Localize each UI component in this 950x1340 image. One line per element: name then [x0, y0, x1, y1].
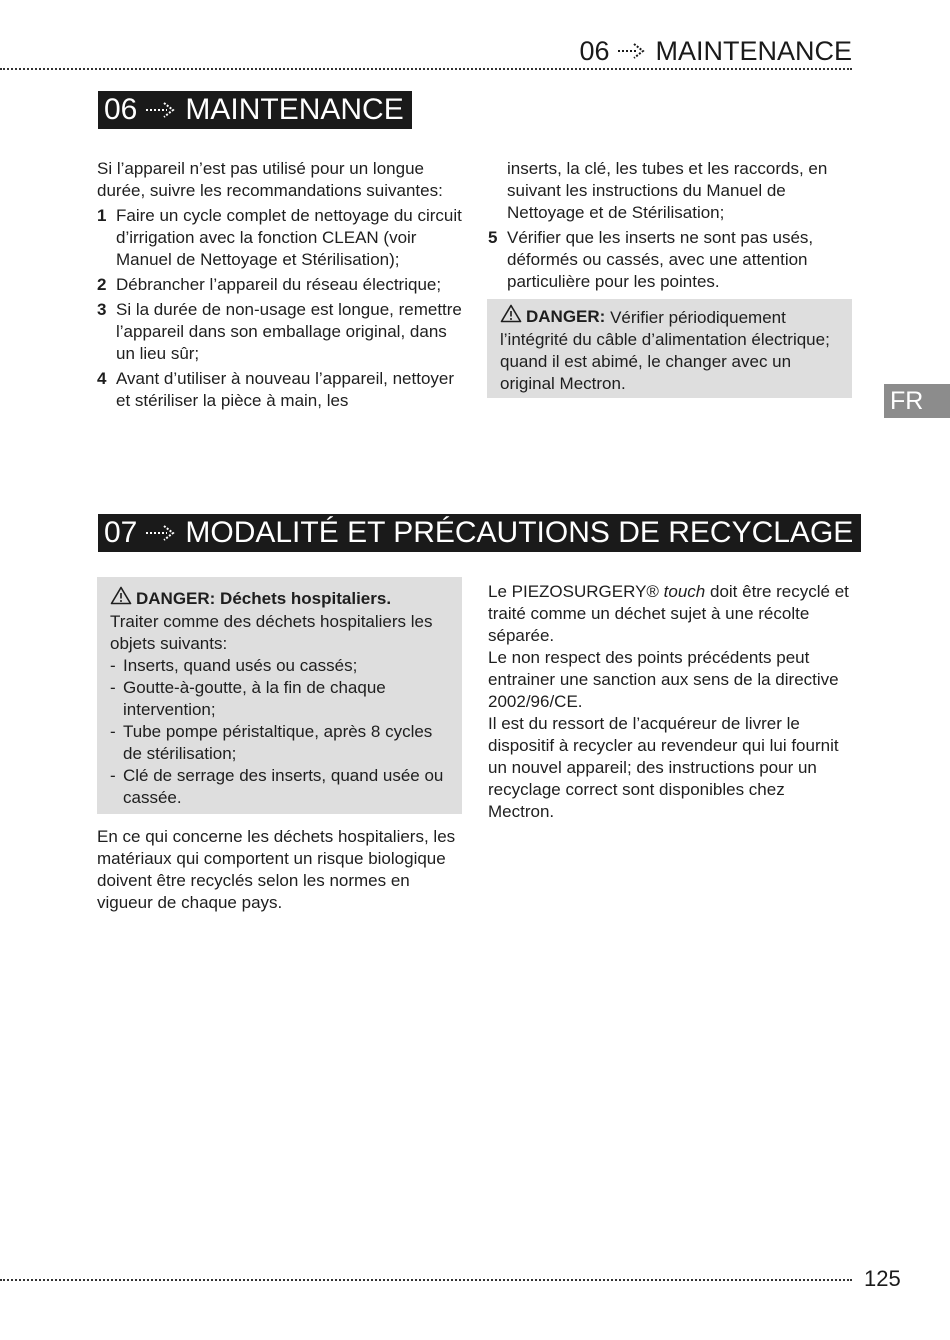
- brand-model: touch: [663, 582, 706, 601]
- dash-bullet: -: [110, 766, 116, 785]
- maintenance-intro: Si l’appareil n’est pas utilisé pour un longue durée, suivre les recommandations suivantes:: [97, 159, 443, 200]
- section-06-right-column: [488, 158, 848, 293]
- running-head-number: 06: [579, 36, 610, 66]
- list-item: [110, 721, 452, 765]
- recycling-paragraph-1-text: doit être recyclé et traité comme un déchet sujet à une récolte séparée.: [488, 582, 849, 645]
- recycling-paragraph-1: [488, 581, 853, 647]
- danger-label: DANGER: Déchets hospitaliers.: [136, 588, 392, 608]
- page-number: 125: [864, 1266, 901, 1291]
- section-06-heading: [98, 91, 412, 129]
- list-item: [110, 765, 452, 809]
- list-item: [110, 677, 452, 721]
- section-06-number: 06: [104, 93, 138, 126]
- recycling-paragraph-3: Il est du ressort de l’acquéreur de livrer le dispositif à recycler au revendeur qui lui fournit un nouvel appareil; des instructions pour un recyclage correct sont disponibles chez Mectron.: [488, 714, 839, 821]
- brand-name: Le PIEZOSURGERY®: [488, 582, 659, 601]
- danger-label: DANGER:: [526, 306, 606, 326]
- list-item: [110, 655, 452, 677]
- step-number: 5: [488, 228, 498, 247]
- section-06-title: MAINTENANCE: [185, 93, 404, 126]
- section-07-title: MODALITÉ ET PRÉCAUTIONS DE RECYCLAGE: [185, 516, 854, 549]
- danger-intro: Traiter comme des déchets hospitaliers les objets suivants:: [110, 612, 433, 653]
- dash-bullet: -: [110, 656, 116, 675]
- danger-heading: [500, 304, 605, 329]
- step-number: 1: [97, 206, 107, 225]
- step-text: Vérifier que les inserts ne sont pas usés, déformés ou cassés, avec une attention particulière pour les pointes.: [507, 228, 814, 291]
- dotted-arrow-icon: [145, 514, 177, 552]
- section-06-left-column: [97, 158, 462, 412]
- language-tab: FR: [884, 384, 950, 418]
- step-text: Faire un cycle complet de nettoyage du circuit d’irrigation avec la fonction CLEAN (voir Manuel de Nettoyage et Stérilisation);: [116, 206, 462, 269]
- list-item: [97, 205, 462, 271]
- step-4-continued: inserts, la clé, les tubes et les raccords, en suivant les instructions du Manuel de Nettoyage et de Stérilisation;: [507, 159, 828, 222]
- running-head-title: MAINTENANCE: [655, 36, 852, 66]
- hospital-waste-list: [110, 655, 452, 809]
- maintenance-steps: [97, 205, 462, 412]
- list-item: [97, 274, 462, 296]
- running-head: [579, 36, 852, 67]
- list-item-text: Goutte-à-goutte, à la fin de chaque intervention;: [123, 678, 386, 719]
- bottom-divider: [0, 1279, 852, 1281]
- dotted-arrow-icon: [617, 36, 647, 67]
- list-item: [97, 368, 462, 412]
- list-item-text: Tube pompe péristaltique, après 8 cycles de stérilisation;: [123, 722, 433, 763]
- section-07-heading: [98, 514, 861, 552]
- list-item: [97, 299, 462, 365]
- recycling-paragraph-2: Le non respect des points précédents peut entrainer une sanction aux sens de la directive 2002/96/CE.: [488, 648, 839, 711]
- warning-triangle-icon: [500, 304, 522, 329]
- maintenance-steps-continued: [488, 227, 848, 293]
- waste-paragraph: En ce qui concerne les déchets hospitaliers, les matériaux qui comportent un risque biologique doivent être recyclés selon les normes en vigueur de chaque pays.: [97, 827, 456, 912]
- danger-heading: [110, 586, 391, 611]
- warning-triangle-icon: [110, 586, 132, 611]
- step-text: Débrancher l’appareil du réseau électrique;: [116, 275, 442, 294]
- danger-text: Vérifier périodiquement l’intégrité du câble d’alimentation électrique; quand il est abimé, le changer avec un original Mectron.: [500, 308, 830, 393]
- list-item: [488, 227, 848, 293]
- section-07-left-column: [97, 826, 462, 914]
- dash-bullet: -: [110, 678, 116, 697]
- section-07-right-column: [488, 581, 853, 823]
- danger-box-hospital-waste: [97, 577, 462, 814]
- dash-bullet: -: [110, 722, 116, 741]
- step-number: 3: [97, 300, 107, 319]
- top-divider: [0, 68, 852, 70]
- step-text: Si la durée de non-usage est longue, remettre l’appareil dans son emballage original, dans un lieu sûr;: [116, 300, 462, 363]
- list-item-text: Inserts, quand usés ou cassés;: [123, 656, 358, 675]
- list-item-text: Clé de serrage des inserts, quand usée ou cassée.: [123, 766, 444, 807]
- step-text: Avant d’utiliser à nouveau l’appareil, nettoyer et stériliser la pièce à main, les: [116, 369, 455, 410]
- step-number: 2: [97, 275, 107, 294]
- step-number: 4: [97, 369, 107, 388]
- section-07-number: 07: [104, 516, 138, 549]
- dotted-arrow-icon: [145, 91, 177, 129]
- danger-box-power-cable: [487, 299, 852, 398]
